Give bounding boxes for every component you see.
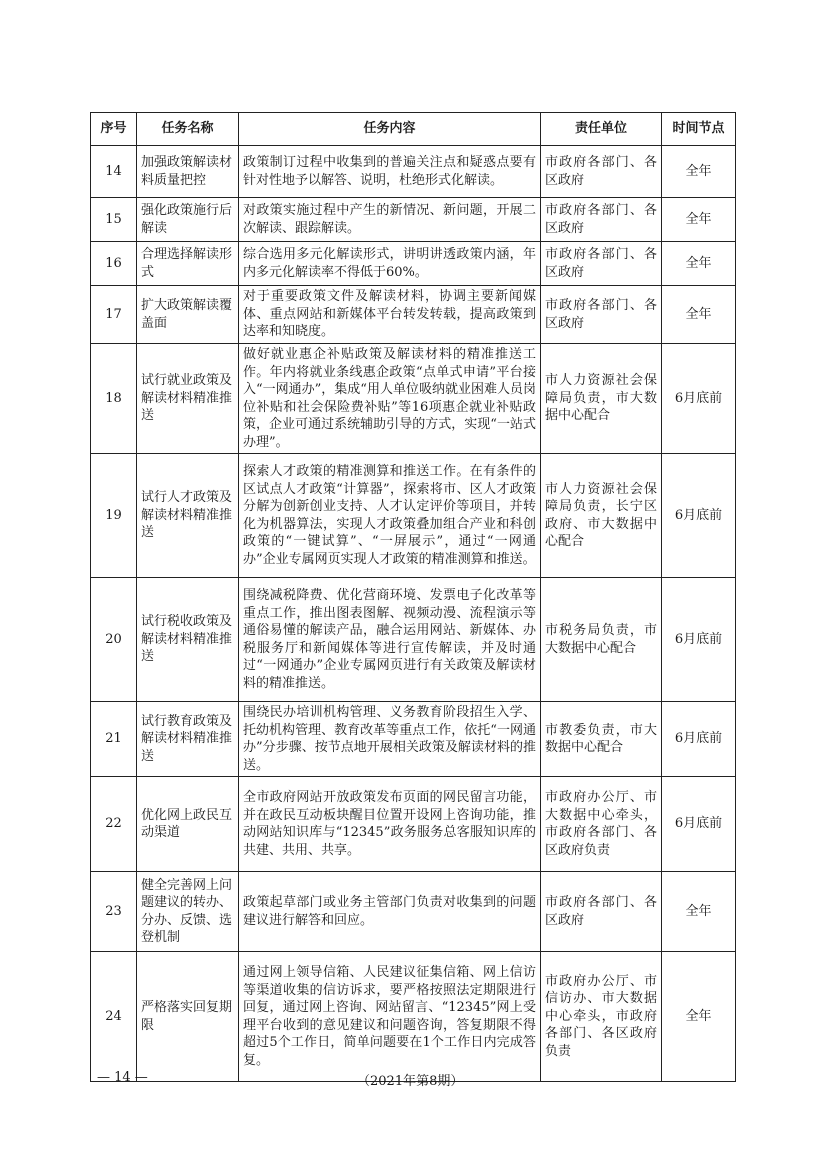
row-responsible-unit: 市政府各部门、各区政府	[541, 872, 662, 952]
header-num: 序号	[91, 113, 137, 146]
row-num: 21	[91, 702, 137, 777]
row-task-content: 做好就业惠企补贴政策及解读材料的精准推送工作。年内将就业条线惠企政策“点单式申请”平台接入“一网通办”，集成“用人单位吸纳就业困难人员岗位补贴和社会保险费补贴”等16项惠企就业补贴政策，企业可通过系统辅助引导的方式，实现“一站式办理”。	[239, 344, 541, 454]
page-number: — 14 —	[97, 1070, 148, 1085]
row-task-content: 全市政府网站开放政策发布页面的网民留言功能，并在政民互动板块醒目位置开设网上咨询功能，推动网站知识库与“12345”政务服务总客服知识库的共建、共用、共享。	[239, 777, 541, 872]
row-task-name: 扩大政策解读覆盖面	[137, 286, 239, 344]
row-task-content: 通过网上领导信箱、人民建议征集信箱、网上信访等渠道收集的信访诉求，要严格按照法定期限进行回复，通过网上咨询、网站留言、“12345”网上受理平台收到的意见建议和问题咨询，答复期限不得超过5个工作日，简单问题要在1个工作日内完成答复。	[239, 952, 541, 1082]
row-responsible-unit: 市人力资源社会保障局负责，市大数据中心配合	[541, 344, 662, 454]
row-num: 20	[91, 578, 137, 702]
row-task-name: 试行人才政策及解读材料精准推送	[137, 454, 239, 578]
header-deadline: 时间节点	[662, 113, 736, 146]
row-num: 18	[91, 344, 137, 454]
row-task-content: 围绕民办培训机构管理、义务教育阶段招生入学、托幼机构管理、教育改革等重点工作，依托“一网通办”分步骤、按节点地开展相关政策及解读材料的推送。	[239, 702, 541, 777]
row-deadline: 全年	[662, 286, 736, 344]
table-row	[91, 146, 736, 198]
header-task-content: 任务内容	[239, 113, 541, 146]
table-row	[91, 454, 736, 578]
row-task-content: 政策制订过程中收集到的普遍关注点和疑惑点要有针对性地予以解答、说明，杜绝形式化解读。	[239, 146, 541, 198]
row-task-name: 试行教育政策及解读材料精准推送	[137, 702, 239, 777]
row-num: 16	[91, 242, 137, 286]
row-num: 14	[91, 146, 137, 198]
row-deadline: 6月底前	[662, 344, 736, 454]
row-task-name: 严格落实回复期限	[137, 952, 239, 1082]
row-task-name: 健全完善网上问题建议的转办、分办、反馈、选登机制	[137, 872, 239, 952]
table-row	[91, 198, 736, 242]
row-responsible-unit: 市教委负责，市大数据中心配合	[541, 702, 662, 777]
row-task-name: 试行就业政策及解读材料精准推送	[137, 344, 239, 454]
row-deadline: 6月底前	[662, 578, 736, 702]
row-task-name: 优化网上政民互动渠道	[137, 777, 239, 872]
table-row	[91, 777, 736, 872]
row-responsible-unit: 市政府各部门、各区政府	[541, 286, 662, 344]
row-num: 19	[91, 454, 137, 578]
row-responsible-unit: 市政府办公厅、市信访办、市大数据中心牵头，市政府各部门、各区政府负责	[541, 952, 662, 1082]
row-deadline: 全年	[662, 242, 736, 286]
row-num: 22	[91, 777, 137, 872]
row-deadline: 全年	[662, 872, 736, 952]
row-responsible-unit: 市税务局负责，市大数据中心配合	[541, 578, 662, 702]
row-task-content: 政策起草部门或业务主管部门负责对收集到的问题建议进行解答和回应。	[239, 872, 541, 952]
header-responsible-unit: 责任单位	[541, 113, 662, 146]
table-header-row	[91, 113, 736, 146]
table-row	[91, 578, 736, 702]
row-task-name: 加强政策解读材料质量把控	[137, 146, 239, 198]
row-deadline: 6月底前	[662, 702, 736, 777]
row-task-name: 试行税收政策及解读材料精准推送	[137, 578, 239, 702]
row-num: 24	[91, 952, 137, 1082]
header-task-name: 任务名称	[137, 113, 239, 146]
row-responsible-unit: 市政府各部门、各区政府	[541, 242, 662, 286]
row-deadline: 6月底前	[662, 777, 736, 872]
row-task-name: 合理选择解读形式	[137, 242, 239, 286]
row-responsible-unit: 市政府各部门、各区政府	[541, 198, 662, 242]
row-num: 17	[91, 286, 137, 344]
row-deadline: 全年	[662, 146, 736, 198]
table-row	[91, 872, 736, 952]
row-num: 15	[91, 198, 137, 242]
row-task-content: 对于重要政策文件及解读材料，协调主要新闻媒体、重点网站和新媒体平台转发转载，提高政策到达率和知晓度。	[239, 286, 541, 344]
row-num: 23	[91, 872, 137, 952]
table-row	[91, 286, 736, 344]
table-row	[91, 344, 736, 454]
row-task-content: 探索人才政策的精准测算和推送工作。在有条件的区试点人才政策“计算器”，探索将市、区人才政策分解为创新创业支持、人才认定评价等项目，并转化为机器算法，实现人才政策叠加组合产业和科创政策的“一键试算”、“一屏展示”，通过“一网通办”企业专属网页实现人才政策的精准测算和推送。	[239, 454, 541, 578]
table-row	[91, 952, 736, 1082]
row-responsible-unit: 市人力资源社会保障局负责，长宁区政府、市大数据中心配合	[541, 454, 662, 578]
row-deadline: 全年	[662, 952, 736, 1082]
row-responsible-unit: 市政府各部门、各区政府	[541, 146, 662, 198]
table-row	[91, 702, 736, 777]
row-deadline: 6月底前	[662, 454, 736, 578]
row-task-content: 围绕减税降费、优化营商环境、发票电子化改革等重点工作，推出图表图解、视频动漫、流程演示等通俗易懂的解读产品，融合运用网站、新媒体、办税服务厅和新闻媒体等进行宣传解读，并及时通过“一网通办”企业专属网页进行有关政策及解读材料的精准推送。	[239, 578, 541, 702]
task-table	[90, 112, 736, 1082]
row-deadline: 全年	[662, 198, 736, 242]
issue-label: （2021年第8期）	[357, 1074, 464, 1089]
row-task-name: 强化政策施行后解读	[137, 198, 239, 242]
row-task-content: 综合选用多元化解读形式，讲明讲透政策内涵，年内多元化解读率不得低于60%。	[239, 242, 541, 286]
row-task-content: 对政策实施过程中产生的新情况、新问题，开展二次解读、跟踪解读。	[239, 198, 541, 242]
table-row	[91, 242, 736, 286]
row-responsible-unit: 市政府办公厅、市大数据中心牵头，市政府各部门、各区政府负责	[541, 777, 662, 872]
